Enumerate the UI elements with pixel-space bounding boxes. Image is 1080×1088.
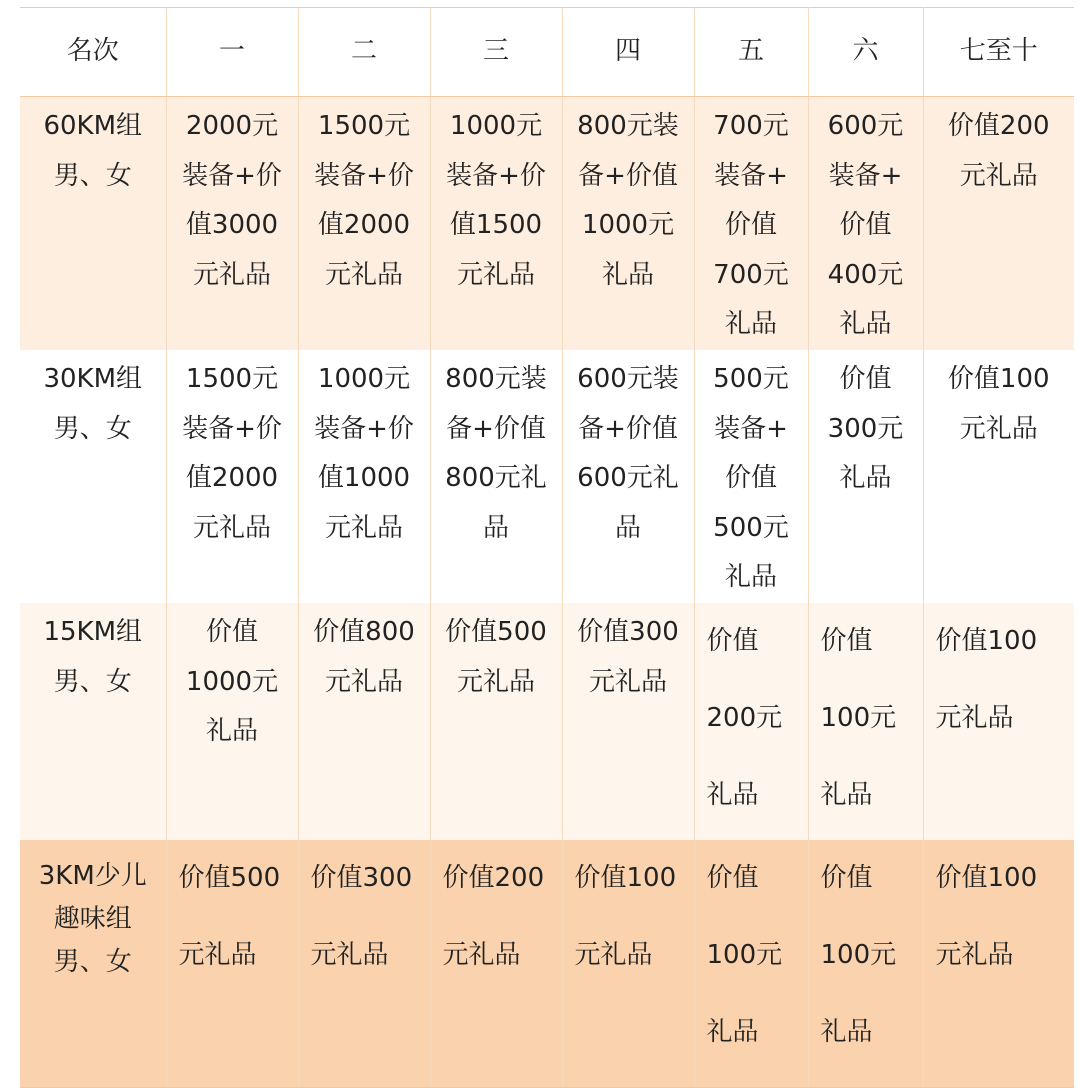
prize-cell: 800元装 备+价值 1000元 礼品 bbox=[562, 97, 694, 351]
prize-cell: 价值100 元礼品 bbox=[562, 840, 694, 1088]
prize-cell: 600元装 备+价值 600元礼 品 bbox=[562, 350, 694, 603]
prize-cell: 600元 装备+ 价值 400元 礼品 bbox=[808, 97, 923, 351]
prize-cell: 价值500 元礼品 bbox=[166, 840, 298, 1088]
prize-cell: 价值300 元礼品 bbox=[298, 840, 430, 1088]
group-label: 30KM组 男、女 bbox=[20, 350, 166, 603]
prize-cell: 价值200 元礼品 bbox=[923, 97, 1074, 351]
prize-cell: 价值100 元礼品 bbox=[923, 603, 1074, 840]
prize-cell: 2000元 装备+价 值3000 元礼品 bbox=[166, 97, 298, 351]
header-cell: 三 bbox=[430, 8, 562, 97]
header-cell: 五 bbox=[694, 8, 808, 97]
prize-table bbox=[20, 7, 1074, 1088]
prize-cell: 价值 100元 礼品 bbox=[808, 840, 923, 1088]
prize-cell: 价值500 元礼品 bbox=[430, 603, 562, 840]
header-cell: 名次 bbox=[20, 8, 166, 97]
header-cell: 二 bbox=[298, 8, 430, 97]
prize-cell: 1500元 装备+价 值2000 元礼品 bbox=[298, 97, 430, 351]
prize-cell: 价值 1000元 礼品 bbox=[166, 603, 298, 840]
group-label: 60KM组 男、女 bbox=[20, 97, 166, 351]
prize-cell: 1000元 装备+价 值1000 元礼品 bbox=[298, 350, 430, 603]
prize-cell: 价值 100元 礼品 bbox=[808, 603, 923, 840]
header-cell: 七至十 bbox=[923, 8, 1074, 97]
prize-cell: 价值100 元礼品 bbox=[923, 350, 1074, 603]
table-row bbox=[20, 350, 1074, 603]
table-row bbox=[20, 603, 1074, 840]
group-label: 15KM组 男、女 bbox=[20, 603, 166, 840]
prize-cell: 价值 100元 礼品 bbox=[694, 840, 808, 1088]
prize-cell: 价值300 元礼品 bbox=[562, 603, 694, 840]
group-label: 3KM少儿 趣味组 男、女 bbox=[20, 840, 166, 1088]
prize-cell: 700元 装备+ 价值 700元 礼品 bbox=[694, 97, 808, 351]
table-row bbox=[20, 840, 1074, 1088]
prize-cell: 价值100 元礼品 bbox=[923, 840, 1074, 1088]
prize-cell: 价值 200元 礼品 bbox=[694, 603, 808, 840]
prize-cell: 1000元 装备+价 值1500 元礼品 bbox=[430, 97, 562, 351]
table-header-row bbox=[20, 8, 1074, 97]
prize-cell: 价值800 元礼品 bbox=[298, 603, 430, 840]
prize-cell: 500元 装备+ 价值 500元 礼品 bbox=[694, 350, 808, 603]
header-cell: 一 bbox=[166, 8, 298, 97]
prize-cell: 1500元 装备+价 值2000 元礼品 bbox=[166, 350, 298, 603]
prize-cell: 价值 300元 礼品 bbox=[808, 350, 923, 603]
prize-cell: 价值200 元礼品 bbox=[430, 840, 562, 1088]
prize-cell: 800元装 备+价值 800元礼 品 bbox=[430, 350, 562, 603]
header-cell: 六 bbox=[808, 8, 923, 97]
header-cell: 四 bbox=[562, 8, 694, 97]
table-row bbox=[20, 97, 1074, 351]
